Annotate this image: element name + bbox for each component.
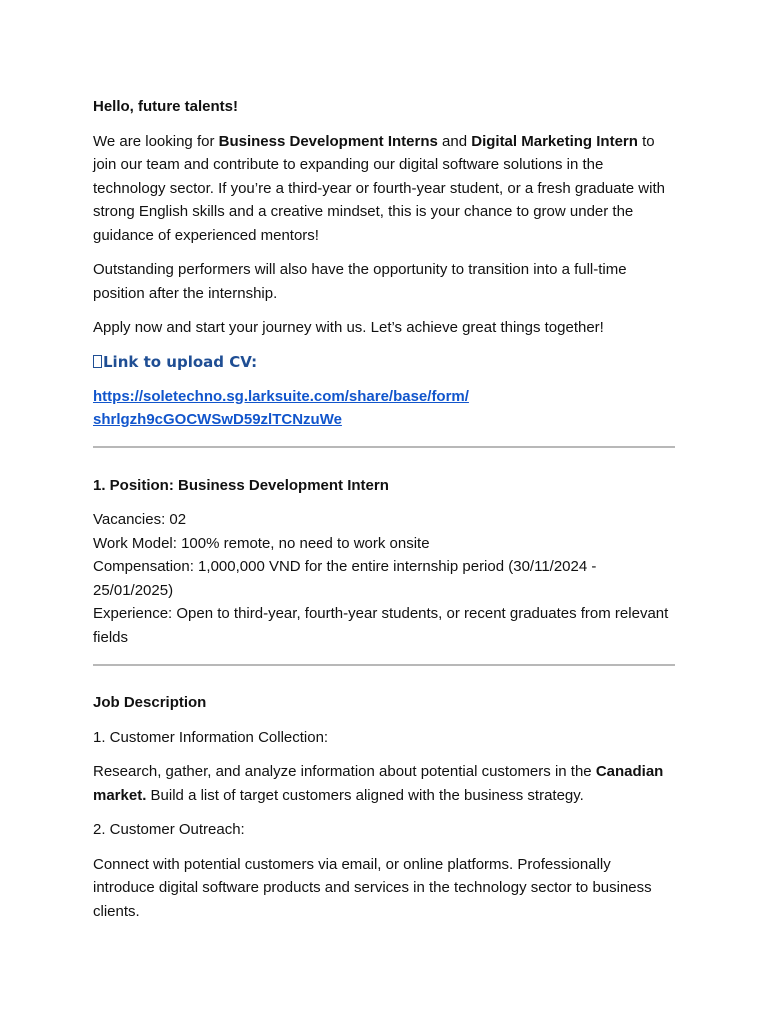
apply-paragraph: Apply now and start your journey with us. Let’s achieve great things together!: [93, 319, 604, 336]
upload-cv-heading-text: Link to upload CV:: [103, 352, 258, 371]
job-description-title: Job Description: [93, 694, 207, 711]
position-details: [93, 508, 675, 649]
greeting: Hello, future talents!: [93, 98, 239, 115]
jd-item1-body: [93, 760, 675, 807]
jd-item1-bold: Canadian market.: [93, 763, 664, 804]
upload-cv-link-line2: shrlgzh9cGOCWSwD59zlTCNzuWe: [93, 411, 342, 428]
upload-cv-heading: [93, 351, 675, 374]
jd-item2-body: Connect with potential customers via email, or online platforms. Professionally introduce digital software products and services in the technology sector to business clients.: [93, 855, 652, 920]
intro-text-3: to join our team and contribute to expanding our digital software solutions in the technology sector. If you’re a third-year or fourth-year student, or a fresh graduate with strong English skills and a creative mindset, this is your chance to grow under the guidance of experienced mentors!: [93, 132, 665, 244]
work-model: Work Model: 100% remote, no need to work onsite: [93, 534, 430, 552]
jd-item1-title: 1. Customer Information Collection:: [93, 728, 329, 746]
jd-item2-title: 2. Customer Outreach:: [93, 821, 245, 838]
jd-item1-text-2: Build a list of target customers aligned with the business strategy.: [146, 786, 584, 804]
intro-text-1: We are looking for: [93, 132, 219, 150]
position-title: 1. Position: Business Development Intern: [93, 476, 389, 494]
vacancies: Vacancies: 02: [93, 511, 187, 528]
intro-text-2: and: [437, 132, 472, 150]
upload-cv-link-line1: https://soletechno.sg.larksuite.com/share/base/form/: [93, 387, 469, 405]
compensation: Compensation: 1,000,000 VND for the entire internship period (30/11/2024 - 25/01/2025): [93, 558, 597, 599]
divider: [93, 446, 675, 448]
missing-glyph-icon: [93, 355, 102, 368]
outstanding-paragraph: Outstanding performers will also have the opportunity to transition into a full-time position after the internship.: [93, 261, 627, 302]
experience: Experience: Open to third-year, fourth-year students, or recent graduates from relevant fields: [93, 605, 669, 646]
jd-item1-text-1: Research, gather, and analyze information about potential customers in the: [93, 763, 596, 780]
intro-paragraph: [93, 130, 675, 248]
intro-bold-dm-intern: Digital Marketing Intern: [471, 132, 638, 150]
intro-bold-bd-interns: Business Development Interns: [218, 132, 438, 150]
document-page: [93, 95, 675, 934]
upload-cv-link[interactable]: [93, 385, 675, 432]
divider: [93, 664, 675, 666]
